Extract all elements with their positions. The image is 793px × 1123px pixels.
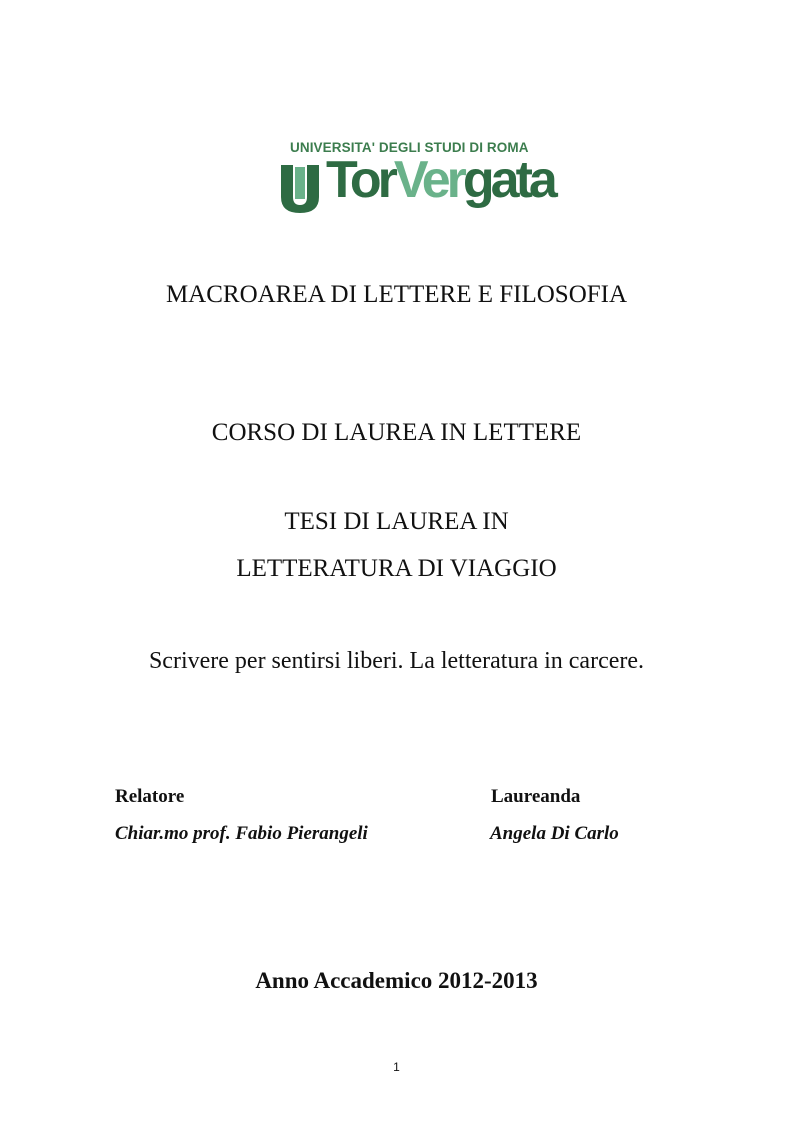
logo-emblem-icon (279, 163, 321, 215)
macroarea-heading: MACROAREA DI LETTERE E FILOSOFIA (165, 281, 628, 308)
academic-year: Anno Accademico 2012-2013 (255, 968, 538, 993)
logo-university-text: UNIVERSITA' DEGLI STUDI DI ROMA (290, 140, 529, 155)
course-heading: CORSO DI LAUREA IN LETTERE (211, 419, 582, 446)
logo-wordmark: TorVergata (326, 151, 554, 209)
laureanda-label: Laureanda (491, 786, 581, 807)
thesis-subject-line1: TESI DI LAUREA IN (284, 508, 509, 535)
laureanda-name: Angela Di Carlo (490, 823, 619, 844)
thesis-title: Scrivere per sentirsi liberi. La letteratura in carcere. (148, 648, 645, 674)
page-number: 1 (393, 1060, 400, 1074)
thesis-subject-line2: LETTERATURA DI VIAGGIO (236, 555, 557, 582)
university-logo (276, 138, 554, 222)
relatore-label: Relatore (115, 786, 185, 807)
relatore-name: Chiar.mo prof. Fabio Pierangeli (115, 823, 368, 844)
